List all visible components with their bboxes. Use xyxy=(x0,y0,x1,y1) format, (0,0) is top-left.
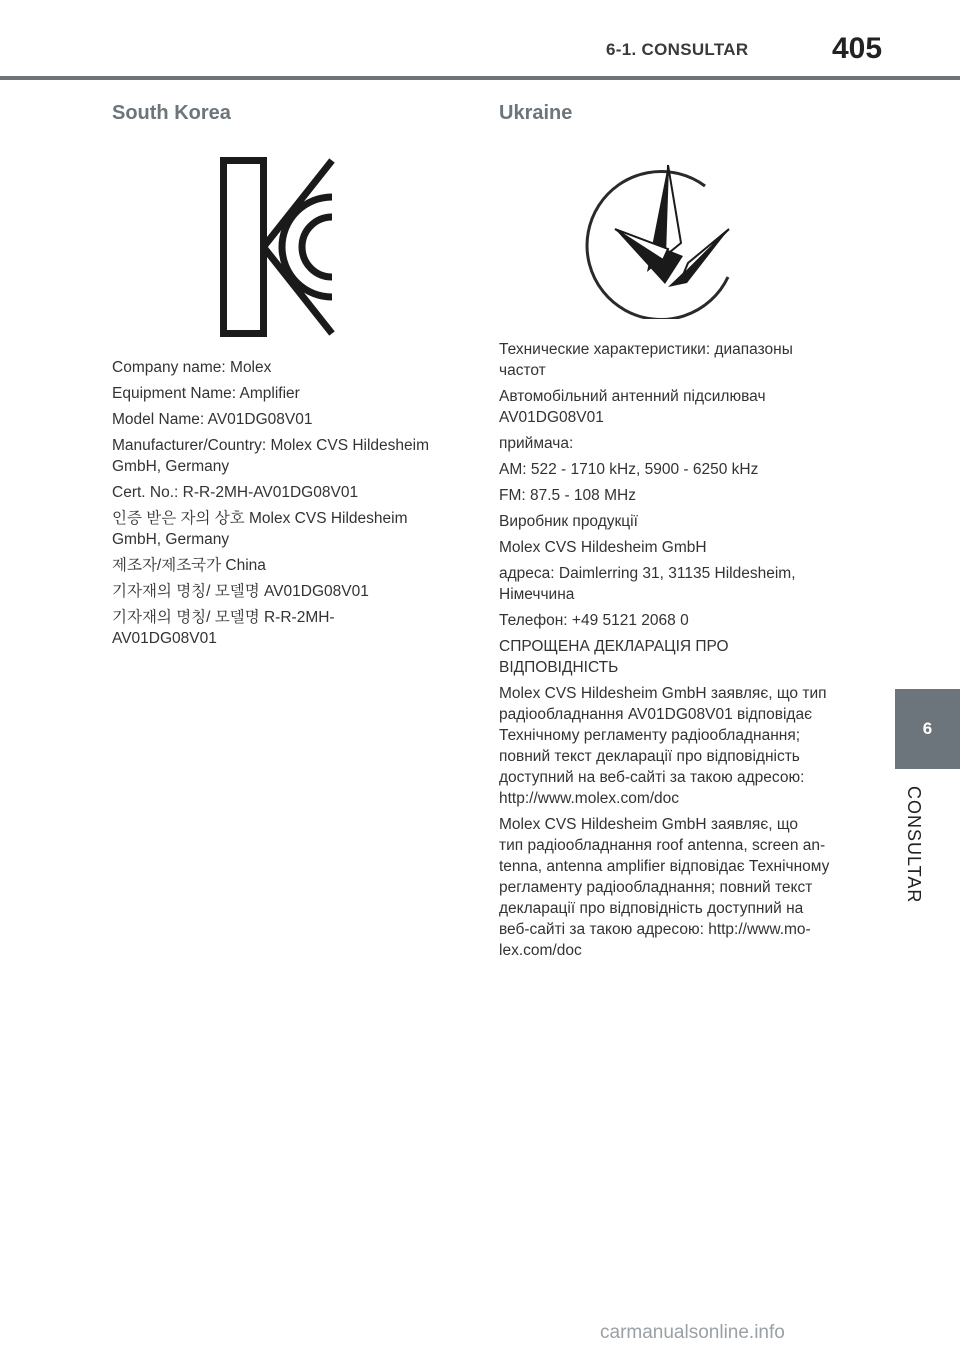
ukraine-line: Molex CVS Hildesheim GmbH xyxy=(499,539,707,556)
ukraine-line: Molex CVS Hildesheim GmbH заявляє, що тип радіообладнання roof antenna, screen an- tenna, antenna amplifier відповідає Технічному регламенту радіообладнання; повний текст декларації про відповідність доступний на веб-сайті за такою адресою: http://www.mo- lex.com/doc xyxy=(499,816,830,959)
south-korea-line: 기자재의 명칭/ 모델명 R-R-2MH- AV01DG08V01 xyxy=(112,609,335,647)
south-korea-line: Manufacturer/Country: Molex CVS Hildesheim GmbH, Germany xyxy=(112,437,430,475)
kc-mark-icon xyxy=(220,157,336,337)
ukraine-heading: Ukraine xyxy=(499,102,573,124)
south-korea-details xyxy=(112,357,452,649)
section-title: 6-1. CONSULTAR xyxy=(606,40,749,59)
ukraine-line: Автомобільний антенний підсилювач AV01DG08V01 xyxy=(499,388,766,426)
ukraine-line: приймача: xyxy=(499,435,574,452)
page-number: 405 xyxy=(832,32,883,65)
ukraine-details xyxy=(499,339,844,961)
ukraine-line: Телефон: +49 5121 2068 0 xyxy=(499,612,689,629)
ukraine-line: адреса: Daimlerring 31, 31135 Hildesheim, Німеччина xyxy=(499,565,796,603)
chapter-label: CONSULTAR xyxy=(904,786,924,904)
ukraine-line: СПРОЩЕНА ДЕКЛАРАЦІЯ ПРО ВІДПОВІДНІСТЬ xyxy=(499,638,729,676)
south-korea-line: Model Name: AV01DG08V01 xyxy=(112,411,313,428)
watermark-text: carmanualsonline.info xyxy=(600,1322,785,1343)
ukraine-line: FM: 87.5 - 108 MHz xyxy=(499,487,636,504)
south-korea-line: 제조자/제조국가 China xyxy=(112,557,266,574)
south-korea-line: 인증 받은 자의 상호 Molex CVS Hildesheim GmbH, Germany xyxy=(112,510,408,548)
south-korea-line: 기자재의 명칭/ 모델명 AV01DG08V01 xyxy=(112,583,369,600)
ukraine-column xyxy=(499,102,844,966)
ukraine-line: AM: 522 - 1710 kHz, 5900 - 6250 kHz xyxy=(499,461,759,478)
header-divider xyxy=(0,76,960,80)
chapter-number: 6 xyxy=(922,719,933,738)
ukraine-line: Технические характеристики: диапазоны частот xyxy=(499,341,793,379)
ukraine-line: Molex CVS Hildesheim GmbH заявляє, що тип радіообладнання AV01DG08V01 відповідає Технічному регламенту радіообладнання; повний текст декларації про відповідність доступний на веб-сайті за такою адресою: http://www.molex.com/doc xyxy=(499,685,827,807)
south-korea-line: Equipment Name: Amplifier xyxy=(112,385,300,402)
south-korea-column xyxy=(112,102,452,654)
chapter-tab[interactable] xyxy=(895,689,960,769)
ukrsepro-mark-icon xyxy=(585,157,740,319)
ukraine-line: Виробник продукції xyxy=(499,513,638,530)
south-korea-heading: South Korea xyxy=(112,102,231,124)
south-korea-line: Company name: Molex xyxy=(112,359,272,376)
south-korea-line: Cert. No.: R-R-2MH-AV01DG08V01 xyxy=(112,484,359,501)
